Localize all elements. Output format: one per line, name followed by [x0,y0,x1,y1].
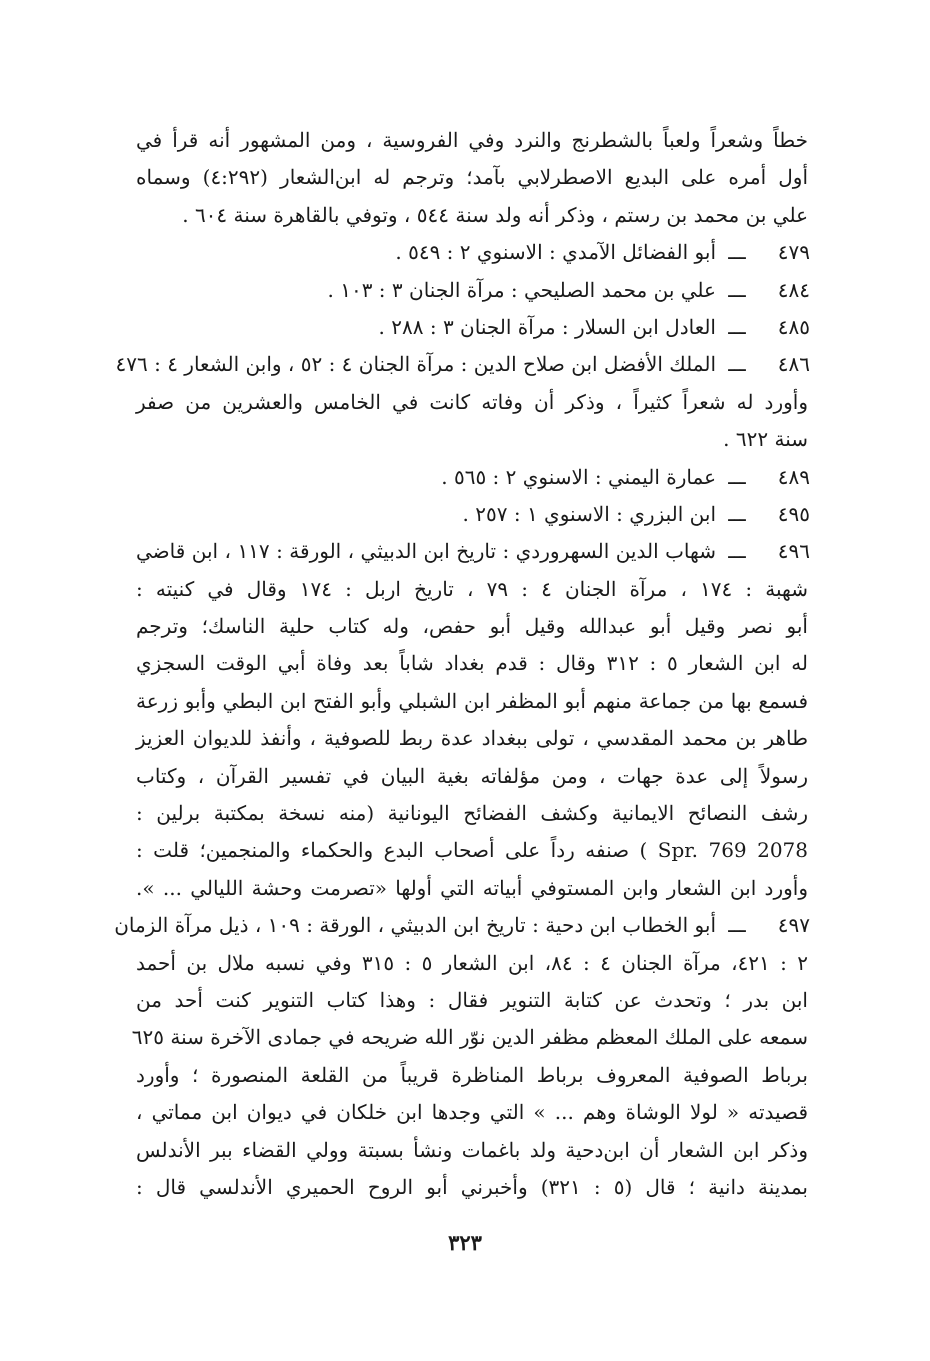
entry-text-line: فسمع بها من جماعة منهم أبو المظفر ابن الشبلي وأبو الفتح ابن البطي وأبو زرعة [136,688,808,713]
entry-dash: ـــ [728,314,746,339]
entry-text: الملك الأفضل ابن صلاح الدين : مرآة الجنان ٤ : ٥٢ ، وابن الشعار ٤ : ٤٧٦ [115,352,716,377]
entry-text-line: وأورد ابن الشعار وابن المستوفي أبياته التي أولها «تصرمت وحشة الليالي ... ». [136,875,808,900]
entry-497 [114,907,810,944]
entry-text-line: وذكر ابن الشعار أن ابن‌دحية ولد باغمات ونشأ بسبتة وولي القضاء ببر الأندلس [136,1137,808,1162]
entry-text: علي بن محمد الصليحي : مرآة الجنان ٣ : ١٠٣ . [327,277,716,302]
entry-text-line: ٢ : ٤٢١، مرآة الجنان ٤ : ٨٤، ابن الشعار ٥ : ٣١٥ وفي نسبه ملال بن أحمد [136,950,809,975]
entry-text: عمارة اليمني : الاسنوي ٢ : ٥٦٥ . [441,464,716,489]
entry-dash: ـــ [728,501,746,526]
entry-496 [136,533,808,570]
entry-text: شهاب الدين السهروردي : تاريخ ابن الدبيثي ، الورقة : ١١٧ ، ابن قاضي [136,539,716,564]
entry-text-line: بمدينة دانية ؛ قال (٥ : ٣٢١) وأخبرني أبو الروح الحميري الأندلسي قال : [136,1174,808,1199]
entry-dash: ـــ [728,913,746,938]
entry-number: ٤٨٥ [777,314,810,339]
entry-text: ابن البزري : الاسنوي ١ : ٢٥٧ . [462,501,716,526]
entry-number: ٤٩٥ [777,501,810,526]
entry-text-line: ابن بدر ؛ وتحدث عن كتابة التنوير فقال : وهذا كتاب التنوير كنت أحد من [136,987,808,1012]
entry-text-line: سمعه على الملك المعظم مظفر الدين نوّر الله ضريحه في جمادى الآخرة سنة ٦٢٥ [131,1025,808,1050]
entry-text: أبو الفضائل الآمدي : الاسنوي ٢ : ٥٤٩ . [395,240,716,265]
entry-text-line: رسولاً إلى عدة جهات ، ومن مؤلفاته بغية البيان في تفسير القرآن ، وكتاب [136,763,808,788]
entry-number: ٤٧٩ [777,240,810,265]
entry-text-line: شهبة : ١٧٤ ، مرآة الجنان ٤ : ٧٩ ، تاريخ اربل : ١٧٤ وقال في كنيته : [136,576,809,601]
entry-number: ٤٩٦ [777,539,810,564]
entry-number: ٤٨٤ [777,277,810,302]
entry-dash: ـــ [728,539,746,564]
entry-text-line: أبو نصر وقيل أبو عبدالله وقيل أبو حفص، وله كتاب حلية الناسك؛ وترجم [136,614,808,639]
entry-489 [136,459,808,496]
entry-number: ٤٨٩ [777,464,810,489]
entry-number: ٤٩٧ [777,913,810,938]
entry-486 [115,346,810,383]
entry-text-line: قصيدته « لولا الوشاة وهم ... » التي وجدها ابن خلكان في ديوان ابن مماتي ، [136,1100,808,1125]
intro-line: خطاً وشعراً ولعباً بالشطرنج والنرد وفي الفروسية ، ومن المشهور أنه قرأ في [136,128,808,152]
entry-text: أبو الخطاب ابن دحية : تاريخ ابن الدبيثي ، الورقة : ١٠٩ ، ذيل مرآة الزمان [114,913,716,938]
entry-number: ٤٨٦ [777,352,810,377]
page-number: ٣٢٣ [448,1230,482,1255]
entry-text-line: برباط الصوفية المعروف برباط المناظرة قريباً من القلعة المنصورة ؛ وأورد [136,1062,808,1087]
entry-text-line: له ابن الشعار ٥ : ٣١٢ وقال : قدم بغداد شاباً بعد وفاة أبي الوقت السجزي [136,651,809,676]
entry-text-line: وأورد له شعراً كثيراً ، وذكر أن وفاته كانت في الخامس والعشرين من صفر [136,389,808,414]
entry-text-line: رشف النصائح الايمانية وكشف الفضائح اليونانية (منه نسخة بمكتبة برلين : [136,801,808,826]
entry-485 [136,309,808,346]
entry-text-line: 2078 Spr. 769 ) صنفه رداً على أصحاب البدع والحكماء والمنجمين؛ قلت : [136,838,808,863]
entry-text-line: سنة ٦٢٢ . [723,427,808,452]
entry-dash: ـــ [728,464,746,489]
entry-479 [136,234,808,271]
entry-dash: ـــ [728,240,746,265]
entry-484 [136,272,808,309]
entry-495 [136,496,808,533]
intro-line: علي بن محمد بن رستم ، وذكر أنه ولد سنة ٥٤٤ ، وتوفي بالقاهرة سنة ٦٠٤ . [182,202,808,227]
entry-dash: ـــ [728,352,746,377]
text-block [114,122,810,1206]
entry-text: العادل ابن السلار : مرآة الجنان ٣ : ٢٨٨ . [378,314,716,339]
intro-line: أول أمره على البديع الاصطرلابي بآمد؛ وترجم له ابن‌الشعار (٤:٢٩٢) وسماه [136,165,808,190]
entry-text-line: طاهر بن محمد المقدسي ، تولى ببغداد عدة ربط للصوفية ، وأنفذ للديوان العزيز [136,726,808,751]
entry-dash: ـــ [728,277,746,302]
